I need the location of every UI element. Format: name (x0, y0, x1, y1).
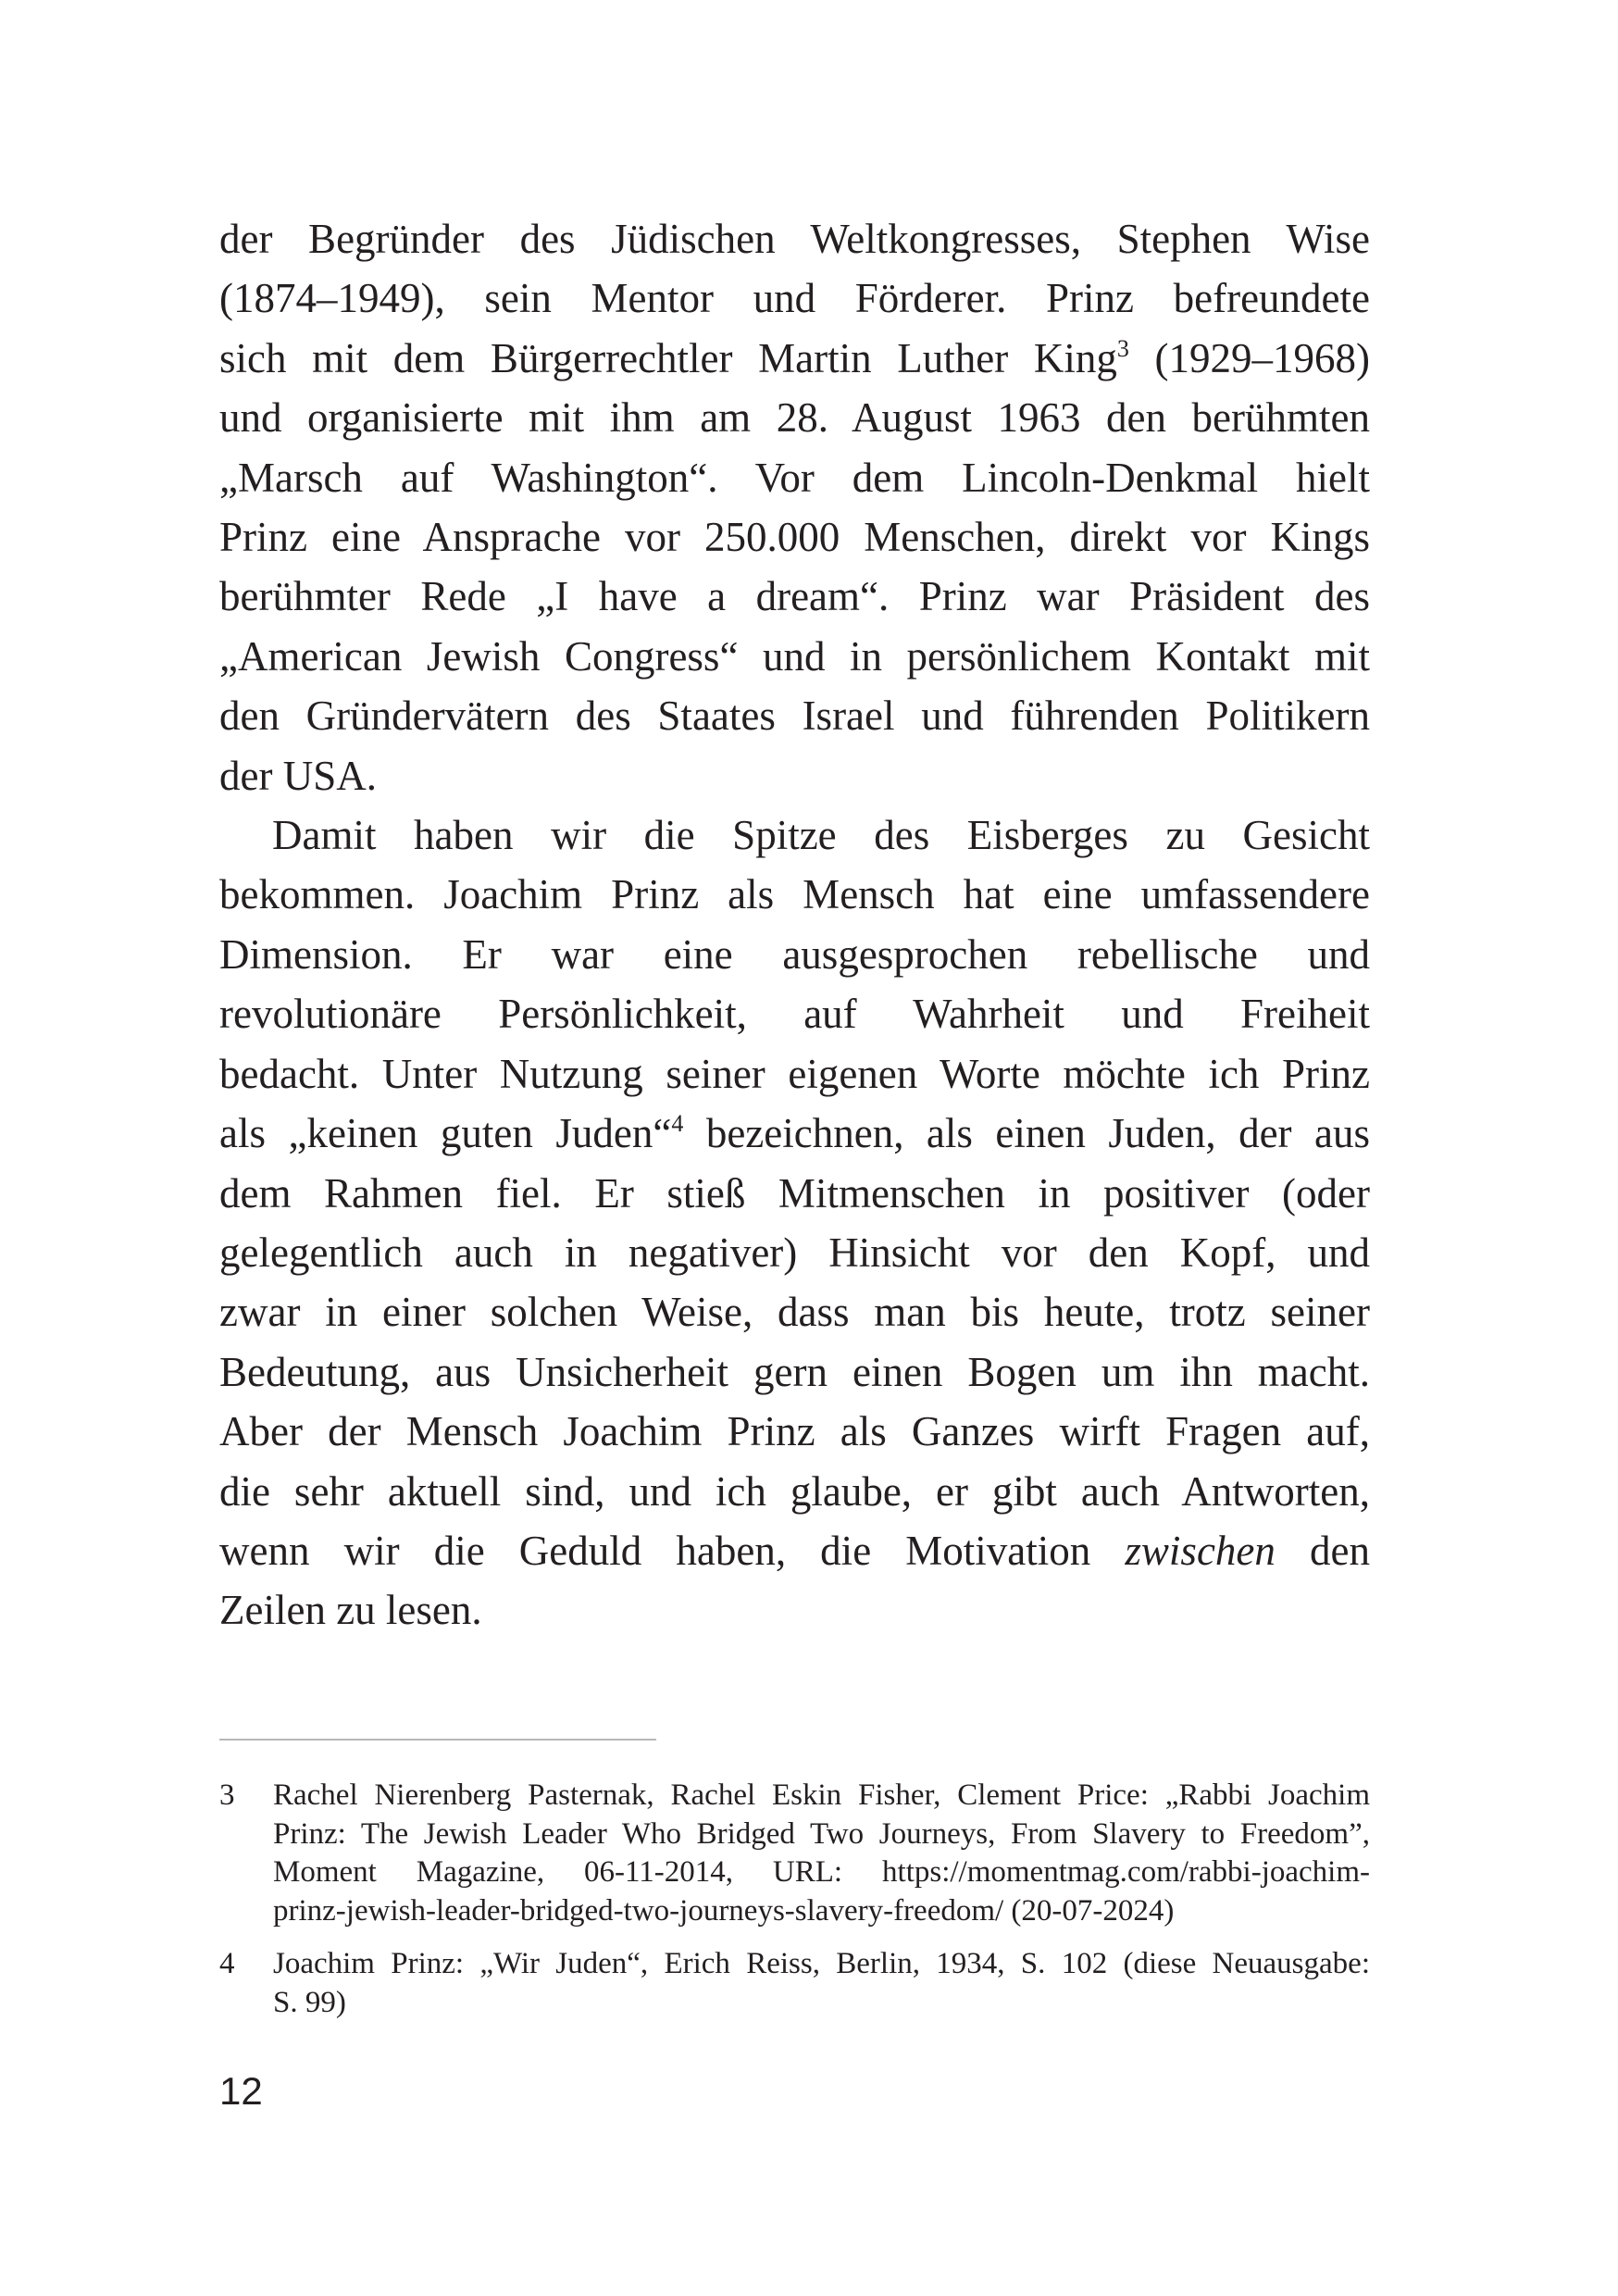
text-line: „American Jewish Congress“ und in persönlichem Kontakt mit (219, 632, 1370, 680)
text-line: den Gründervätern des Staates Israel und führenden Politikern (219, 693, 1370, 740)
text-line: berühmter Rede „I have a dream“. Prinz war Präsident des (219, 573, 1370, 620)
text-line: Dimension. Er war eine ausgesprochen rebellische und (219, 930, 1370, 978)
text-fragment: bezeichnen, als einen Juden, der aus (683, 1110, 1371, 1157)
text-line: zwar in einer solchen Weise, dass man bis heute, trotz seiner (219, 1289, 1370, 1336)
text-line (219, 329, 1370, 388)
text-line: bekommen. Joachim Prinz als Mensch hat eine umfassendere (219, 871, 1370, 918)
footnote-line: Joachim Prinz: „Wir Juden“, Erich Reiss, Berlin, 1934, S. 102 (diese Neuausgabe: (273, 1947, 1370, 1980)
text-fragment: sich mit dem Bürgerrechtler Martin Luther King (219, 334, 1117, 381)
footnote-link-line[interactable]: Moment Magazine, 06-11-2014, URL: https://momentmag.com/rabbi-joachim- (273, 1855, 1370, 1889)
text-line: der Begründer des Jüdischen Weltkongresses, Stephen Wise (219, 216, 1370, 262)
footnote-ref-4[interactable]: 4 (671, 1110, 684, 1138)
emphasis-text: zwischen (1125, 1527, 1276, 1574)
text-line: revolutionäre Persönlichkeit, auf Wahrheit und Freiheit (219, 991, 1370, 1038)
text-fragment: als „keinen guten Juden“ (219, 1110, 672, 1157)
footnote-3 (219, 1777, 1370, 1930)
text-line: Bedeutung, aus Unsicherheit gern einen Bogen um ihn macht. (219, 1348, 1370, 1395)
text-line: Damit haben wir die Spitze des Eisberges zu Gesicht (272, 812, 1370, 859)
footnote-line: S. 99) (273, 1985, 346, 2019)
text-line: gelegentlich auch in negativer) Hinsicht vor den Kopf, und (219, 1229, 1370, 1276)
text-line: und organisierte mit ihm am 28. August 1963 den berühmten (219, 394, 1370, 442)
text-line (219, 1104, 1370, 1163)
text-line: „Marsch auf Washington“. Vor dem Lincoln-Denkmal hielt (219, 454, 1370, 501)
main-text (219, 209, 1370, 1641)
footnote-line: Prinz: The Jewish Leader Who Bridged Two Journeys, From Slavery to Freedom”, (273, 1816, 1370, 1851)
text-line: Prinz eine Ansprache vor 250.000 Menschen, direkt vor Kings (219, 514, 1370, 561)
footnote-text (273, 1945, 1370, 2022)
footnote-number: 3 (219, 1778, 235, 1812)
paragraph-2 (219, 805, 1370, 1641)
footnotes (219, 1777, 1370, 2037)
footnote-text (273, 1777, 1370, 1930)
text-fragment: den (1275, 1527, 1370, 1574)
footnote-link-line[interactable]: prinz-jewish-leader-bridged-two-journeys-slavery-freedom/ (20-07-2024) (273, 1893, 1175, 1928)
text-line: bedacht. Unter Nutzung seiner eigenen Worte möchte ich Prinz (219, 1050, 1370, 1097)
text-line: Zeilen zu lesen. (219, 1587, 482, 1634)
text-line: die sehr aktuell sind, und ich glaube, er gibt auch Antworten, (219, 1467, 1370, 1515)
text-line: (1874–1949), sein Mentor und Förderer. Prinz befreundete (219, 275, 1370, 322)
paragraph-1 (219, 209, 1370, 805)
footnote-number: 4 (219, 1947, 235, 1980)
footnote-4 (219, 1945, 1370, 2022)
page-number: 12 (219, 2069, 263, 2113)
text-line (219, 1521, 1370, 1580)
text-line: Aber der Mensch Joachim Prinz als Ganzes wirft Fragen auf, (219, 1408, 1370, 1455)
footnote-ref-3[interactable]: 3 (1116, 334, 1129, 362)
text-fragment: wenn wir die Geduld haben, die Motivation (219, 1527, 1126, 1574)
text-line: der USA. (219, 752, 377, 799)
footnote-divider (219, 1739, 656, 1741)
text-fragment: (1929–1968) (1128, 334, 1370, 381)
footnote-line: Rachel Nierenberg Pasternak, Rachel Eskin Fisher, Clement Price: „Rabbi Joachim (273, 1778, 1370, 1812)
text-line: dem Rahmen fiel. Er stieß Mitmenschen in positiver (oder (219, 1169, 1370, 1217)
